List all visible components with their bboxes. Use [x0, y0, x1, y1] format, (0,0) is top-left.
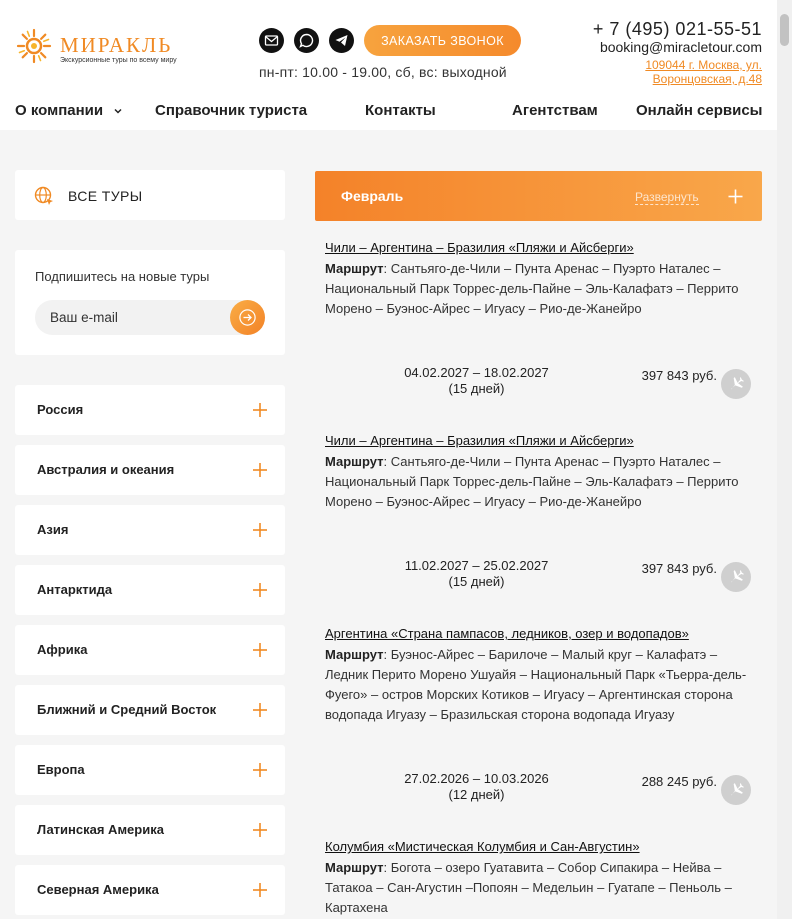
email-address[interactable]: booking@miracletour.com: [599, 39, 762, 55]
sidebar-region-item[interactable]: [15, 625, 285, 675]
sidebar-region-item[interactable]: [15, 745, 285, 795]
expand-link[interactable]: Развернуть: [635, 190, 699, 204]
phone-number[interactable]: + 7 (495) 021-55-51: [592, 19, 762, 39]
scrollbar-thumb[interactable]: [780, 14, 789, 46]
tour-price: 288 245 руб.: [641, 774, 717, 789]
date-range: 11.02.2027 – 25.02.2027: [404, 558, 549, 573]
all-tours-label: ВСЕ ТУРЫ: [68, 188, 143, 204]
plus-icon: [252, 462, 268, 478]
nav-about-company[interactable]: [15, 102, 123, 119]
region-label: Европа: [37, 762, 85, 777]
route-label: Маршрут: [325, 647, 384, 662]
nav-tourist-guide[interactable]: Справочник туриста: [155, 102, 308, 119]
region-label: Ближний и Средний Восток: [37, 702, 217, 717]
office-address[interactable]: 109044 г. Москва, ул. Воронцовская, д.48: [645, 58, 762, 86]
tour-dates: [325, 365, 628, 397]
sidebar-region-item[interactable]: [15, 445, 285, 495]
route-text: Буэнос-Айрес – Барилоче – Малый круг – Калафатэ – Ледник Перито Морено Ушуайя – Национальный Парк «Тьерра-дель-Фуего» – остров Морских Котиков – Игуасу – Аргентинская сторона водопада Игуазу – Бразильская сторона водопада Игуазу: [325, 647, 747, 722]
route-text: Сантьяго-де-Чили – Пунта Аренас – Пуэрто Наталес – Национальный Парк Торрес-дель-Пайне – Эль-Калафатэ – Перрито Морено – Буэнос-Айрес – Игуасу – Рио-де-Жанейро: [325, 454, 739, 509]
tour-item: [325, 433, 755, 589]
month-accordion-header[interactable]: [315, 171, 762, 221]
logo-tagline: Экскурсионные туры по всему миру: [60, 57, 177, 64]
tour-item: [325, 626, 755, 802]
route-label: Маршрут: [325, 454, 384, 469]
plus-icon: [252, 522, 268, 538]
arrow-right-icon: [239, 309, 256, 326]
subscribe-box: [15, 250, 285, 355]
route-text: Сантьяго-де-Чили – Пунта Аренас – Пуэрто Наталес – Национальный Парк Торрес-дель-Пайне – Эль-Калафатэ – Перрито Морено – Буэнос-Айрес – Игуасу – Рио-де-Жанейро: [325, 261, 739, 316]
all-tours-button[interactable]: [15, 170, 285, 220]
plus-icon: [252, 402, 268, 418]
sidebar-region-item[interactable]: [15, 565, 285, 615]
tour-duration: (15 дней): [448, 381, 505, 396]
route-label: Маршрут: [325, 261, 384, 276]
tour-name-link[interactable]: Колумбия «Мистическая Колумбия и Сан-Августин»: [325, 839, 640, 854]
tour-dates: [325, 558, 628, 590]
telegram-icon[interactable]: [329, 28, 354, 53]
tour-name-link[interactable]: Чили – Аргентина – Бразилия «Пляжи и Айсберги»: [325, 433, 634, 448]
tour-item: [325, 841, 755, 918]
date-range: 27.02.2026 – 10.03.2026: [404, 771, 549, 786]
sidebar-region-item[interactable]: [15, 685, 285, 735]
region-label: Латинская Америка: [37, 822, 164, 837]
order-callback-button[interactable]: ЗАКАЗАТЬ ЗВОНОК: [364, 25, 521, 56]
plus-icon: [252, 582, 268, 598]
airplane-icon: [727, 568, 745, 586]
nav-online-services[interactable]: Онлайн сервисы: [636, 102, 763, 119]
book-tour-button[interactable]: [721, 562, 751, 592]
sun-logo-icon: [16, 28, 52, 64]
sidebar-region-item[interactable]: [15, 805, 285, 855]
tour-route: Маршрут: Богота – озеро Гуатавита – Собор Сипакира – Нейва – Татакоа – Сан-Агустин –Попоян – Медельин – Гуатапе – Пеньоль – Картахена: [325, 860, 732, 915]
plus-icon: [252, 882, 268, 898]
book-tour-button[interactable]: [721, 369, 751, 399]
subscribe-submit-button[interactable]: [230, 300, 265, 335]
route-text: Богота – озеро Гуатавита – Собор Сипакира – Нейва – Татакоа – Сан-Агустин –Попоян – Медельин – Гуатапе – Пеньоль – Картахена: [325, 860, 732, 915]
globe-icon: [34, 186, 54, 206]
nav-contacts[interactable]: Контакты: [365, 102, 436, 119]
tour-price: 397 843 руб.: [641, 368, 717, 383]
tour-route: Маршрут: Сантьяго-де-Чили – Пунта Аренас – Пуэрто Наталес – Национальный Парк Торрес-дель-Пайне – Эль-Калафатэ – Перрито Морено – Буэнос-Айрес – Игуасу – Рио-де-Жанейро: [325, 261, 739, 316]
plus-icon: [728, 189, 743, 204]
sidebar-region-item[interactable]: [15, 385, 285, 435]
plus-icon: [252, 762, 268, 778]
sidebar-region-item[interactable]: [15, 865, 285, 915]
chevron-down-icon: [113, 107, 123, 115]
chat-icon[interactable]: [294, 28, 319, 53]
logo[interactable]: [16, 28, 191, 68]
mail-icon[interactable]: [259, 28, 284, 53]
nav-agencies[interactable]: Агентствам: [512, 102, 598, 119]
region-label: Антарктида: [37, 582, 113, 597]
nav-about-company-label: О компании: [15, 102, 104, 119]
tour-item: [325, 240, 755, 396]
plus-icon: [252, 702, 268, 718]
subscribe-title: Подпишитесь на новые туры: [35, 269, 210, 284]
tour-route: Маршрут: Сантьяго-де-Чили – Пунта Аренас – Пуэрто Наталес – Национальный Парк Торрес-дель-Пайне – Эль-Калафатэ – Перрито Морено – Буэнос-Айрес – Игуасу – Рио-де-Жанейро: [325, 454, 739, 509]
logo-name: МИРАКЛЬ: [60, 33, 173, 57]
region-label: Австралия и океания: [37, 462, 175, 477]
tour-duration: (15 дней): [448, 574, 505, 589]
page-scrollbar[interactable]: [777, 0, 792, 919]
airplane-icon: [727, 781, 745, 799]
tour-dates: [325, 771, 628, 803]
region-label: Азия: [37, 522, 69, 537]
working-hours: пн-пт: 10.00 - 19.00, сб, вс: выходной: [259, 64, 507, 80]
tour-duration: (12 дней): [448, 787, 505, 802]
region-label: Россия: [37, 402, 84, 417]
book-tour-button[interactable]: [721, 775, 751, 805]
sidebar-region-item[interactable]: [15, 505, 285, 555]
plus-icon: [252, 642, 268, 658]
plus-icon: [252, 822, 268, 838]
site-header: [0, 0, 777, 130]
tour-name-link[interactable]: Аргентина «Страна пампасов, ледников, озер и водопадов»: [325, 626, 689, 641]
region-label: Африка: [37, 642, 88, 657]
airplane-icon: [727, 375, 745, 393]
tour-name-link[interactable]: Чили – Аргентина – Бразилия «Пляжи и Айсберги»: [325, 240, 634, 255]
date-range: 04.02.2027 – 18.02.2027: [404, 365, 549, 380]
region-label: Северная Америка: [37, 882, 159, 897]
tour-route: Маршрут: Буэнос-Айрес – Барилоче – Малый круг – Калафатэ – Ледник Перито Морено Ушуайя – Национальный Парк «Тьерра-дель-Фуего» – остров Морских Котиков – Игуасу – Аргентинская сторона водопада Игуазу – Бразильская сторона водопада Игуазу: [325, 647, 747, 722]
month-name: Февраль: [341, 188, 404, 204]
route-label: Маршрут: [325, 860, 384, 875]
tour-price: 397 843 руб.: [641, 561, 717, 576]
